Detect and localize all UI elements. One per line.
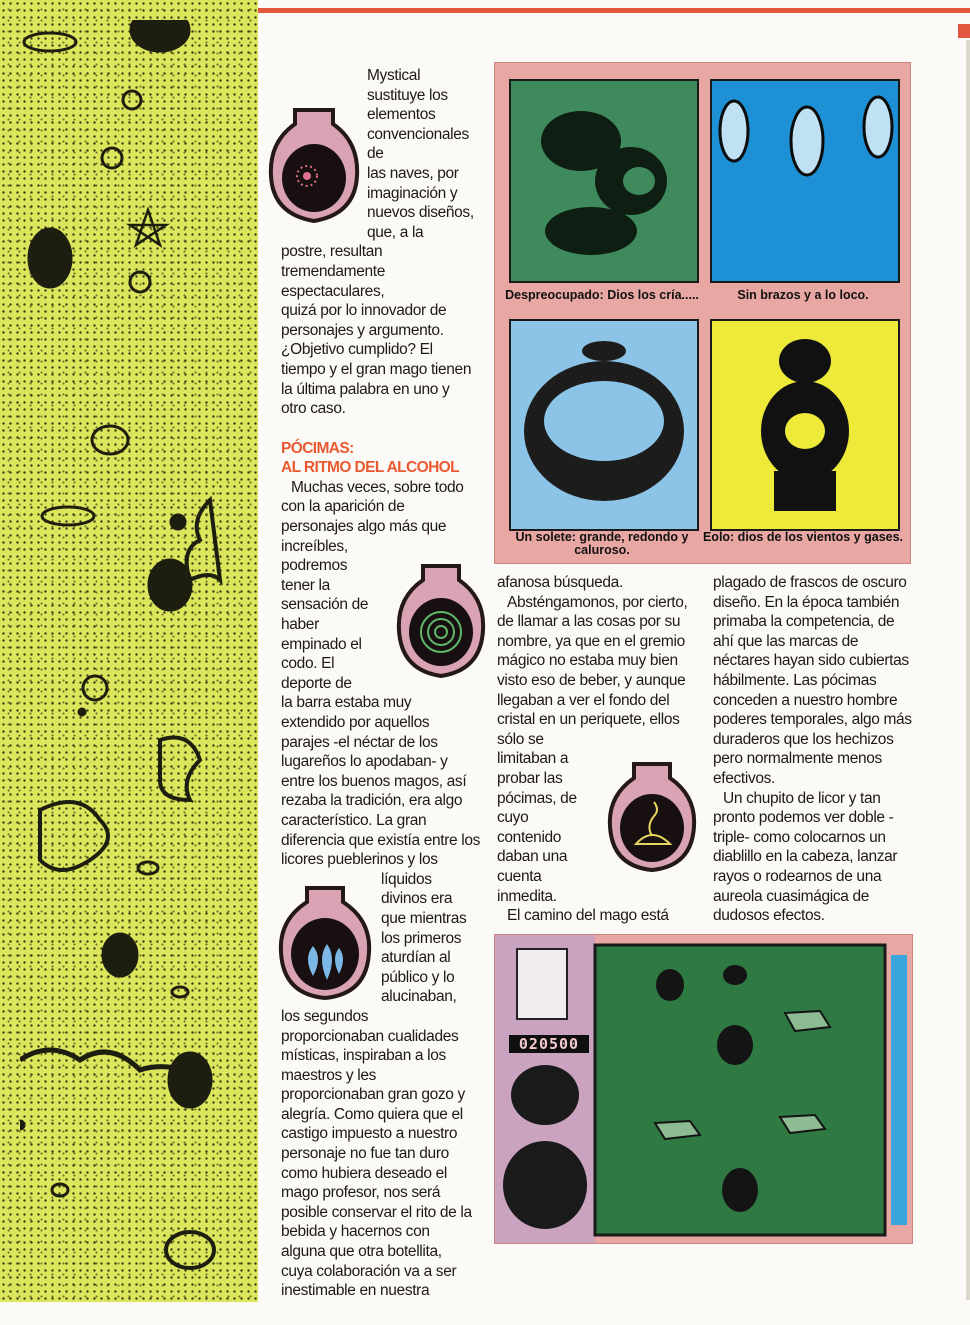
col1-line: personaje no fue tan duro: [281, 1145, 449, 1163]
col3-line: pronto podemos ver doble -: [713, 809, 894, 827]
col2-line: afanosa búsqueda.: [497, 574, 623, 591]
col3-line: Un chupito de licor y tan: [723, 789, 881, 807]
col2-line: limitaban a: [497, 750, 569, 768]
col3-line: dudosos efectos.: [713, 907, 825, 925]
game-scene-icon: [495, 935, 912, 1243]
col3-line: néctares hayan sido cubiertas: [713, 652, 909, 670]
col2-line: cuyo: [497, 809, 529, 827]
col3-line: rayos o rodearnos de una: [713, 867, 882, 885]
col1-line: nuevos diseños,: [367, 204, 474, 222]
col1-line: cuya colaboración va a ser: [281, 1262, 457, 1280]
col1-line: divinos era: [381, 890, 453, 908]
wind-god-icon: [712, 321, 898, 529]
section-heading: AL RITMO DEL ALCOHOL: [281, 459, 460, 477]
col1-line: tener la: [281, 576, 330, 594]
col1-line: extendido por aquellos: [281, 714, 430, 731]
article-column-1: [281, 66, 481, 1301]
game-screenshot: [494, 934, 913, 1244]
col3-line: triple- como colocarnos un: [713, 828, 886, 846]
col2-line: contenido: [497, 828, 562, 846]
col1-line: entre los buenos magos, así: [281, 772, 467, 790]
col2-line: nombre, ya que en el gremio: [497, 632, 685, 650]
col1-line: postre, resultan: [281, 243, 383, 261]
col3-line: pero normalmente menos: [713, 750, 882, 768]
col1-line: alguna que otra botellita,: [281, 1243, 442, 1261]
left-illustration-strip: [0, 0, 258, 1302]
col1-line: los primeros: [381, 929, 462, 947]
col1-line: las naves, por: [367, 164, 459, 182]
col1-line: ¿Objetivo cumplido? El: [281, 341, 433, 359]
col1-line: mago profesor, nos será: [281, 1184, 441, 1202]
col1-line: castigo impuesto a nuestro: [281, 1125, 458, 1143]
col3-line: hábilmente. Las pócimas: [713, 671, 877, 689]
caption-despreocupado: Despreocupado: Dios los cría.....: [505, 288, 699, 302]
col1-line: tremendamente: [281, 262, 386, 280]
screenshot-gallery: [494, 62, 911, 564]
potion-bottle-spiral-icon: [393, 562, 489, 678]
col1-line: imaginación y: [367, 184, 458, 202]
col2-line: daban una: [497, 848, 568, 866]
col3-line: plagado de frascos de oscuro: [713, 574, 907, 591]
col1-line: inestimable en nuestra: [281, 1282, 430, 1300]
col1-line: maestros y les: [281, 1066, 377, 1084]
col1-line: increíbles,: [281, 537, 348, 555]
armless-statues-icon: [712, 81, 898, 281]
col3-line: efectivos.: [713, 769, 775, 787]
col3-line: primaba la competencia, de: [713, 613, 895, 631]
col2-line: inmedita.: [497, 887, 557, 905]
col1-line: la barra estaba muy: [281, 694, 412, 712]
col1-line: tiempo y el gran mago tienen: [281, 360, 472, 378]
col1-line: parajes -el néctar de los: [281, 733, 438, 751]
caption-eolo: Eolo: dios de los vientos y gases.: [702, 530, 904, 544]
col1-line: sensación de: [281, 596, 369, 614]
screenshot-eolo: [710, 319, 900, 531]
col3-line: aureola cuasimágica de: [713, 887, 870, 905]
screenshot-solete: [509, 319, 699, 531]
col1-line: bebida y hacernos con: [281, 1223, 430, 1241]
col1-line: público y lo: [381, 968, 455, 986]
col3-line: duraderos que los hechizos: [713, 730, 894, 748]
col1-line: Muchas veces, sobre todo: [291, 478, 464, 496]
col1-line: personajes algo más que: [281, 518, 447, 536]
col3-line: conceden a nuestro hombre: [713, 691, 898, 709]
col1-line: posible conservar el rito de la: [281, 1203, 472, 1221]
col1-line: licores pueblerinos y los: [281, 851, 438, 869]
col1-line: lugareños lo apodaban- y: [281, 753, 448, 771]
col1-line: líquidos: [381, 870, 432, 888]
col1-line: proporcionaban cualidades: [281, 1027, 459, 1045]
page-edge: [966, 40, 970, 1300]
col2-line: cristal en un periquete, ellos: [497, 711, 680, 729]
col1-line: empinado el: [281, 635, 362, 653]
col1-line: rezaba la tradición, era algo: [281, 792, 463, 810]
potion-bottle-lamp-icon: [606, 760, 698, 872]
col3-line: diablillo en la cabeza, lanzar: [713, 848, 898, 866]
col1-line: personajes y argumento.: [281, 321, 444, 339]
col1-line: codo. El: [281, 655, 335, 673]
col1-line: que mientras: [381, 909, 467, 927]
col2-line: probar las: [497, 769, 563, 787]
col3-line: poderes temporales, algo más: [713, 711, 912, 729]
col2-line: pócimas, de: [497, 789, 577, 807]
col1-line: alucinaban,: [381, 988, 457, 1006]
col1-line: deporte de: [281, 674, 352, 692]
col1-line: Mystical sustituye los: [367, 67, 448, 104]
corner-tab: [958, 24, 970, 38]
screenshot-sin-brazos: [710, 79, 900, 283]
col1-line: característico. La gran: [281, 811, 427, 829]
col2-line: visto eso de beber, y aunque: [497, 671, 686, 689]
col1-line: elementos convencionales de: [367, 106, 469, 163]
col3-line: diseño. En la época también: [713, 593, 900, 611]
col1-line: diferencia que existía entre los: [281, 831, 481, 849]
col1-line: aturdían al: [381, 949, 451, 967]
col2-line: llegaban a ver el fondo del: [497, 691, 670, 709]
god-face-icon: [511, 81, 697, 281]
col2-line: mágico no estaba muy bien: [497, 652, 678, 670]
screenshot-despreocupado: [509, 79, 699, 283]
col2-line: de llamar a las cosas por su: [497, 613, 681, 631]
col3-line: ahí que las marcas de: [713, 632, 859, 650]
caption-solete: Un solete: grande, redondo y caluroso.: [515, 530, 689, 557]
col2-line: El camino del mago está: [507, 907, 669, 925]
potion-bottle-flames-icon: [275, 884, 375, 1002]
col1-line: con la aparición de: [281, 498, 405, 516]
col1-line: la última palabra en uno y: [281, 380, 450, 398]
col1-line: podremos: [281, 557, 348, 575]
caption-sin-brazos: Sin brazos y a lo loco.: [737, 288, 869, 302]
col2-line: sólo se: [497, 730, 544, 748]
score-display: 020500: [509, 1035, 589, 1053]
col1-line: quizá por lo innovador de: [281, 302, 447, 320]
col1-line: alegría. Como quiera que el: [281, 1105, 463, 1123]
strip-sprites-icon: [20, 20, 230, 1280]
col1-line: proporcionaban gran gozo y: [281, 1086, 465, 1104]
top-accent-rule: [258, 8, 970, 13]
article-column-3: [713, 573, 913, 926]
col1-line: místicas, inspiraban a los: [281, 1047, 446, 1065]
col2-line: cuenta: [497, 867, 542, 885]
col1-line: que, a la: [367, 223, 424, 241]
col1-line: haber: [281, 616, 319, 634]
col1-line: espectaculares,: [281, 282, 385, 300]
col2-line: Absténgamonos, por cierto,: [507, 593, 688, 611]
col1-line: como hubiera deseado el: [281, 1164, 448, 1182]
potion-bottle-sparkle-icon: [267, 106, 361, 224]
col1-line: otro caso.: [281, 400, 346, 418]
article-column-2: [497, 573, 702, 926]
section-heading: PÓCIMAS:: [281, 439, 354, 457]
col1-line: los segundos: [281, 1007, 369, 1025]
sun-creature-icon: [511, 321, 697, 529]
